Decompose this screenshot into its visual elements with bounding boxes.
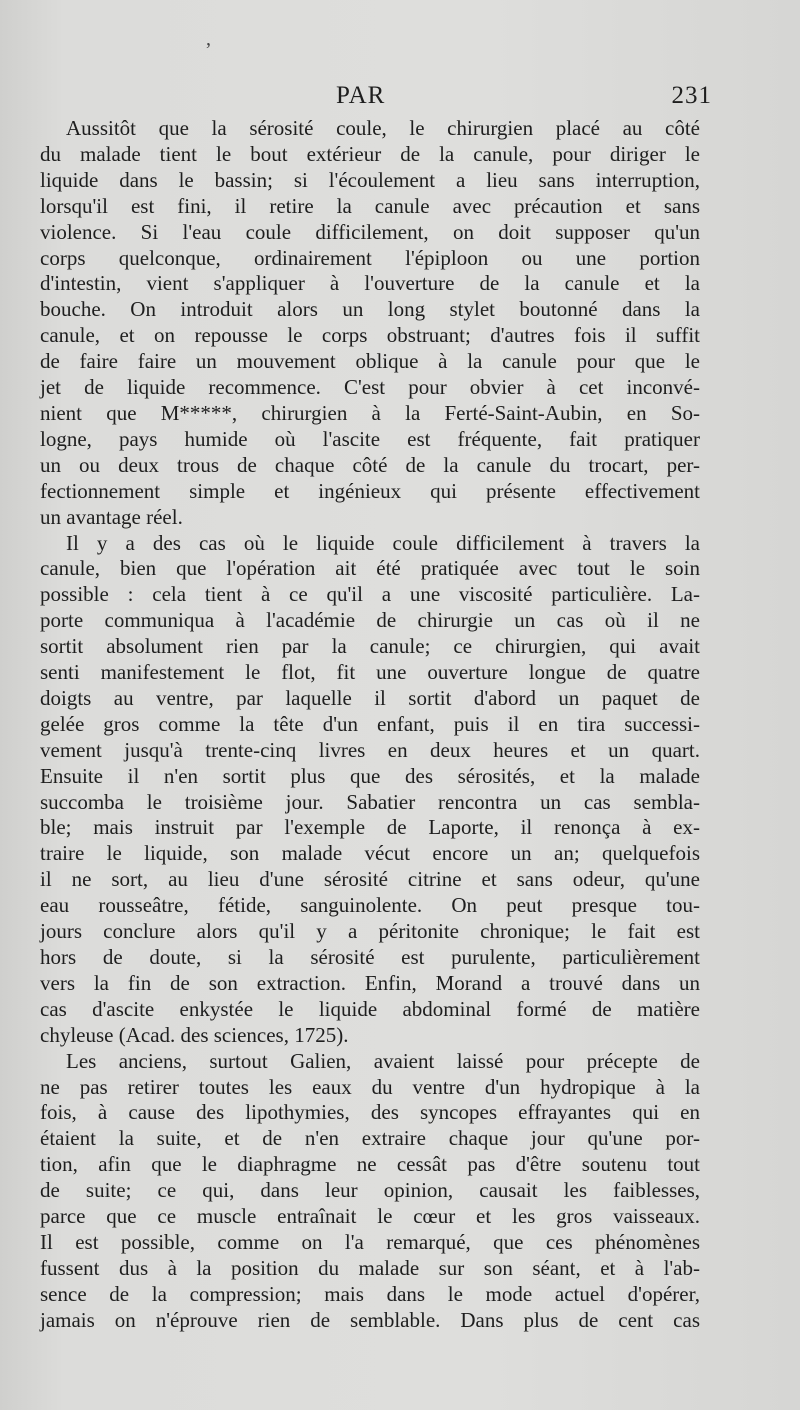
text-line: étaient la suite, et de n'en extraire chaque jour qu'une por- (40, 1126, 700, 1151)
text-line: du malade tient le bout extérieur de la canule, pour diriger le (40, 141, 700, 166)
text-line: ne pas retirer toutes les eaux du ventre d'un hydropique à la (40, 1074, 700, 1099)
text-line: d'intestin, vient s'appliquer à l'ouverture de la canule et la (40, 271, 700, 296)
text-line: fois, à cause des lipothymies, des syncopes effrayantes qui en (40, 1100, 700, 1125)
text-line: vement jusqu'à trente-cinq livres en deux heures et un quart. (40, 737, 700, 762)
text-line: hors de doute, si la sérosité est purulente, particulièrement (40, 945, 700, 969)
paragraph (40, 1049, 700, 1334)
text-line: cas d'ascite enkystée le liquide abdominal formé de matière (40, 996, 700, 1021)
text-line: bouche. On introduit alors un long stylet boutonné dans la (40, 297, 700, 322)
text-line: possible : cela tient à ce qu'il a une viscosité particulière. La- (40, 582, 700, 607)
text-line: Aussitôt que la sérosité coule, le chirurgien placé au côté (66, 116, 700, 140)
running-head: PAR (336, 82, 386, 109)
text-line: lorsqu'il est fini, il retire la canule avec précaution et sans (40, 193, 700, 218)
text-line: ble; mais instruit par l'exemple de Laporte, il renonça à ex- (40, 815, 700, 840)
text-line: sence de la compression; mais dans le mode actuel d'opérer, (40, 1281, 700, 1306)
text-line: jamais on n'éprouve rien de semblable. Dans plus de cent cas (40, 1307, 700, 1332)
text-line: vers la fin de son extraction. Enfin, Morand a trouvé dans un (40, 970, 700, 995)
text-line: sortit absolument rien par la canule; ce chirurgien, qui avait (40, 634, 700, 659)
text-line: logne, pays humide où l'ascite est fréquente, fait pratiquer (40, 426, 700, 451)
text-line: jours conclure alors qu'il y a péritonite chronique; le fait est (40, 919, 700, 944)
text-line: traire le liquide, son malade vécut encore un an; quelquefois (40, 841, 700, 866)
text-line: violence. Si l'eau coule difficilement, on doit supposer qu'un (40, 219, 700, 244)
text-line: un ou deux trous de chaque côté de la canule du trocart, per- (40, 452, 700, 477)
text-line: de faire faire un mouvement oblique à la canule pour que le (40, 349, 700, 374)
text-line: parce que ce muscle entraînait le cœur et les gros vaisseaux. (40, 1204, 700, 1229)
text-line: il ne sort, au lieu d'une sérosité citrine et sans odeur, qu'une (40, 867, 700, 892)
text-line: chyleuse (Acad. des sciences, 1725). (40, 1022, 349, 1047)
text-line: canule, et on repousse le corps obstruant; d'autres fois il suffit (40, 323, 700, 348)
paragraph (40, 531, 700, 1049)
text-line: Les anciens, surtout Galien, avaient laissé pour précepte de (66, 1048, 700, 1073)
text-line: Il y a des cas où le liquide coule difficilement à travers la (66, 530, 700, 555)
text-line: nient que M*****, chirurgien à la Ferté-Saint-Aubin, en So- (40, 400, 700, 425)
text-line: jet de liquide recommence. C'est pour obvier à cet inconvé- (40, 375, 700, 400)
text-line: doigts au ventre, par laquelle il sortit d'abord un paquet de (40, 685, 700, 710)
text-line: tion, afin que le diaphragme ne cessât pas d'être soutenu tout (40, 1152, 700, 1177)
text-line: un avantage réel. (40, 504, 183, 529)
text-line: canule, bien que l'opération ait été pratiquée avec tout le soin (40, 556, 700, 581)
text-line: porte communiqua à l'académie de chirurgie un cas où il ne (40, 608, 700, 633)
text-line: de suite; ce qui, dans leur opinion, causait les faiblesses, (40, 1178, 700, 1203)
paragraph (40, 116, 700, 531)
page-edge-mark: , (206, 28, 211, 50)
text-line: liquide dans le bassin; si l'écoulement a lieu sans interruption, (40, 167, 700, 192)
text-line: succomba le troisième jour. Sabatier rencontra un cas sembla- (40, 789, 700, 814)
text-line: Il est possible, comme on l'a remarqué, que ces phénomènes (40, 1229, 700, 1254)
body-text (40, 116, 700, 1334)
text-line: Ensuite il n'en sortit plus que des sérosités, et la malade (40, 763, 700, 788)
text-line: eau rousseâtre, fétide, sanguinolente. On peut presque tou- (40, 893, 700, 918)
text-line: fussent dus à la position du malade sur son séant, et à l'ab- (40, 1255, 700, 1280)
page-header (40, 82, 712, 118)
text-line: corps quelconque, ordinairement l'épiploon ou une portion (40, 245, 700, 270)
text-line: fectionnement simple et ingénieux qui présente effectivement (40, 478, 700, 503)
text-line: senti manifestement le flot, fit une ouverture longue de quatre (40, 660, 700, 685)
text-line: gelée gros comme la tête d'un enfant, puis il en tira successi- (40, 711, 700, 736)
page-number: 231 (671, 82, 712, 109)
